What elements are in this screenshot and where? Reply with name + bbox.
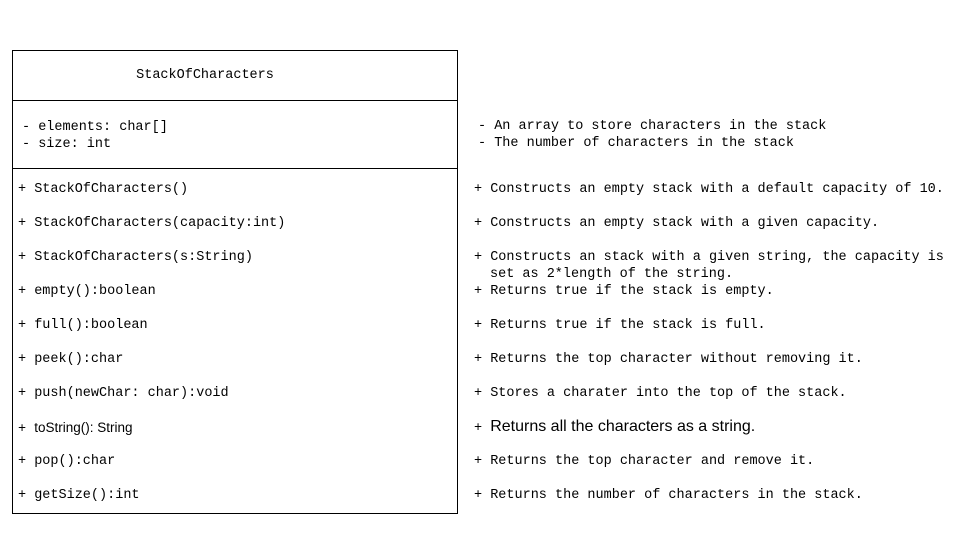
desc-elements: - An array to store characters in the stack bbox=[478, 119, 827, 134]
class-name-compartment bbox=[13, 51, 457, 101]
desc-getsize: + Returns the number of characters in the stack. bbox=[474, 488, 863, 503]
method-peek: + peek():char bbox=[18, 352, 124, 367]
desc-constructor-capacity: + Constructs an empty stack with a given capacity. bbox=[474, 216, 880, 231]
method-tostring bbox=[18, 419, 133, 438]
method-getsize: + getSize():int bbox=[18, 488, 140, 503]
method-constructor-default: + StackOfCharacters() bbox=[18, 182, 189, 197]
desc-constructor-string-cont: set as 2*length of the string. bbox=[490, 267, 734, 282]
desc-empty: + Returns true if the stack is empty. bbox=[474, 284, 774, 299]
desc-constructor-default: + Constructs an empty stack with a default capacity of 10. bbox=[474, 182, 944, 197]
attribute-size: - size: int bbox=[22, 137, 112, 152]
method-pop: + pop():char bbox=[18, 454, 116, 469]
attributes-compartment bbox=[13, 101, 457, 169]
method-constructor-capacity: + StackOfCharacters(capacity:int) bbox=[18, 216, 286, 231]
method-tostring-prefix: + bbox=[18, 422, 35, 437]
desc-tostring bbox=[474, 418, 755, 437]
desc-pop: + Returns the top character and remove it. bbox=[474, 454, 815, 469]
method-full: + full():boolean bbox=[18, 318, 148, 333]
method-empty: + empty():boolean bbox=[18, 284, 156, 299]
desc-constructor-string: + Constructs an stack with a given string, the capacity is bbox=[474, 250, 944, 265]
class-name: StackOfCharacters bbox=[136, 68, 274, 83]
method-push: + push(newChar: char):void bbox=[18, 386, 229, 401]
attribute-elements: - elements: char[] bbox=[22, 120, 168, 135]
desc-tostring-label: Returns all the characters as a string. bbox=[490, 418, 756, 435]
uml-class-box bbox=[12, 50, 458, 514]
method-tostring-label: toString(): String bbox=[34, 420, 133, 435]
desc-push: + Stores a charater into the top of the stack. bbox=[474, 386, 847, 401]
desc-peek: + Returns the top character without removing it. bbox=[474, 352, 863, 367]
desc-tostring-prefix: + bbox=[474, 421, 491, 436]
method-constructor-string: + StackOfCharacters(s:String) bbox=[18, 250, 253, 265]
desc-full: + Returns true if the stack is full. bbox=[474, 318, 766, 333]
desc-size: - The number of characters in the stack bbox=[478, 136, 794, 151]
